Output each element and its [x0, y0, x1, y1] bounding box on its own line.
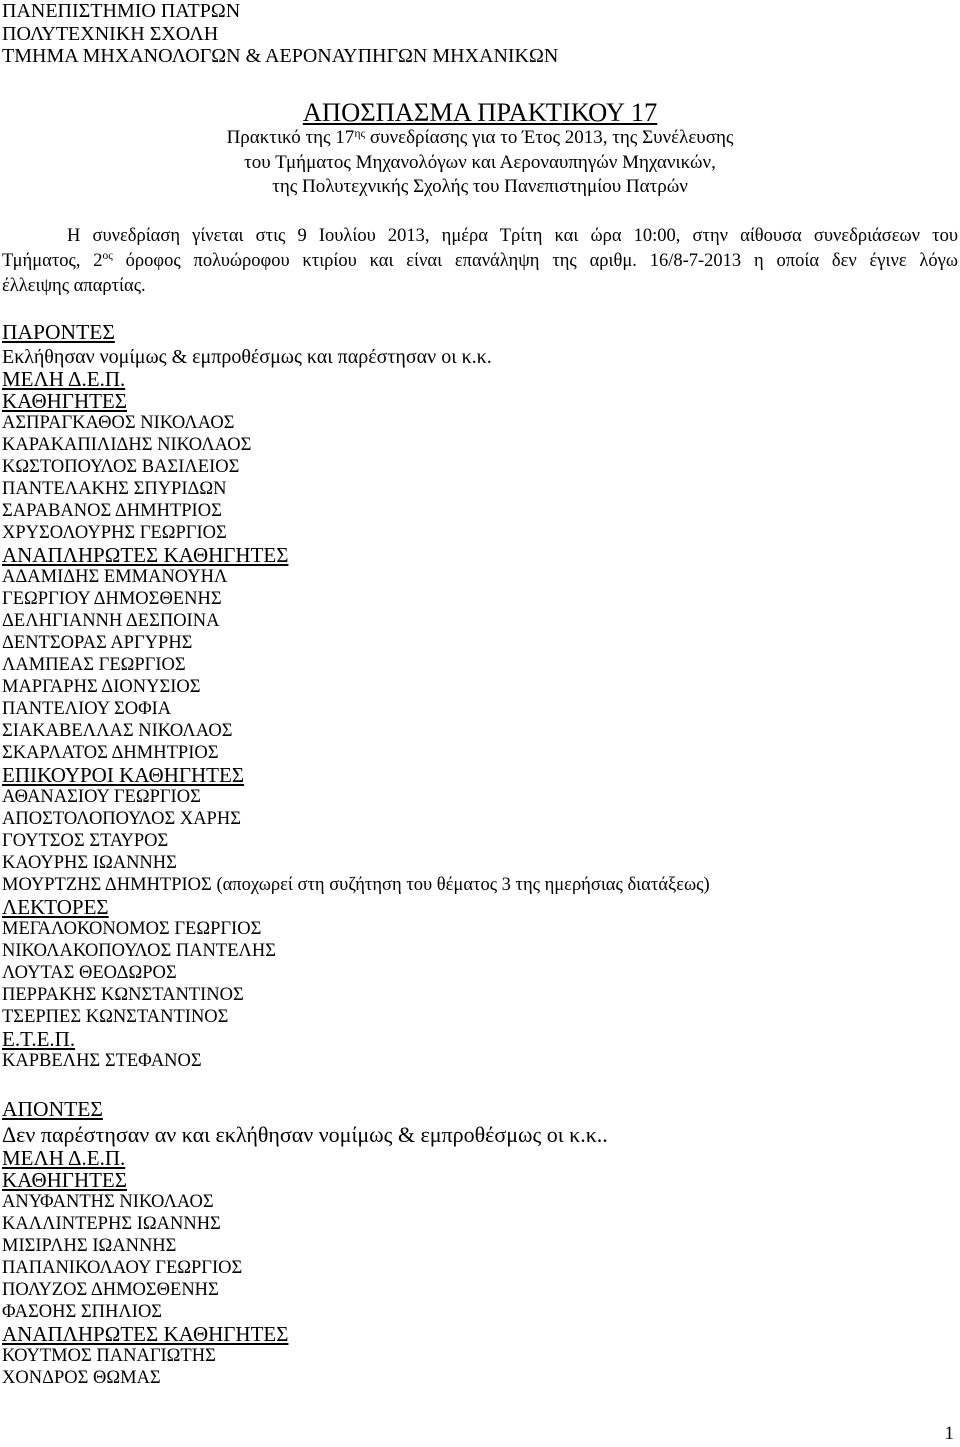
member-name: ΝΙΚΟΛΑΚΟΠΟΥΛΟΣ ΠΑΝΤΕΛΗΣ	[2, 941, 277, 961]
member-name: ΚΩΣΤΟΠΟΥΛΟΣ ΒΑΣΙΛΕΙΟΣ	[2, 457, 240, 477]
university-name: ΠΑΝΕΠΙΣΤΗΜΙΟ ΠΑΤΡΩΝ	[2, 0, 241, 22]
list-item	[2, 1279, 958, 1301]
list-item	[2, 742, 958, 764]
document-page	[2, 0, 958, 1389]
member-name: ΠΑΝΤΕΛΑΚΗΣ ΣΠΥΡΙΔΩΝ	[2, 479, 227, 499]
list-item	[2, 940, 958, 962]
member-name: ΠΟΛΥΖΟΣ ΔΗΜΟΣΘΕΝΗΣ	[2, 1280, 219, 1300]
member-name: ΔΕΝΤΣΟΡΑΣ ΑΡΓΥΡΗΣ	[2, 633, 193, 653]
school-name: ΠΟΛΥΤΕΧΝΙΚΗ ΣΧΟΛΗ	[2, 22, 219, 45]
member-name: ΧΟΝΔΡΟΣ ΘΩΜΑΣ	[2, 1368, 161, 1388]
department-name: ΤΜΗΜΑ ΜΗΧΑΝΟΛΟΓΩΝ & ΑΕΡΟΝΑΥΠΗΓΩΝ ΜΗΧΑΝΙΚΩΝ	[2, 45, 559, 67]
list-item	[2, 654, 958, 676]
category-heading: ΜΕΛΗ Δ.Ε.Π.	[2, 367, 126, 391]
list-item	[2, 808, 958, 830]
list-item	[2, 1006, 958, 1028]
present-section	[2, 321, 958, 1072]
absent-heading: ΑΠΟΝΤΕΣ	[2, 1097, 103, 1121]
member-name: ΣΚΑΡΛΑΤΟΣ ΔΗΜΗΤΡΙΟΣ	[2, 743, 219, 763]
list-item	[2, 566, 958, 588]
member-name: ΜΑΡΓΑΡΗΣ ΔΙΟΝΥΣΙΟΣ	[2, 677, 201, 697]
paragraph-line	[2, 249, 958, 274]
absent-list	[2, 1147, 958, 1389]
subtitle-line: της Πολυτεχνικής Σχολής του Πανεπιστημίου Πατρών	[272, 176, 688, 197]
rank-heading: ΛΕΚΤΟΡΕΣ	[2, 895, 109, 919]
paragraph-line: έλλειψης απαρτίας.	[2, 275, 146, 296]
member-name: ΣΙΑΚΑΒΕΛΛΑΣ ΝΙΚΟΛΑΟΣ	[2, 721, 233, 741]
list-item	[2, 610, 958, 632]
member-name: ΦΑΣΟΗΣ ΣΠΗΛΙΟΣ	[2, 1302, 163, 1322]
member-name: ΚΑΟΥΡΗΣ ΙΩΑΝΝΗΣ	[2, 853, 177, 873]
present-heading: ΠΑΡΟΝΤΕΣ	[2, 320, 115, 344]
list-item	[2, 874, 958, 896]
member-name: ΛΟΥΤΑΣ ΘΕΟΔΩΡΟΣ	[2, 963, 177, 983]
member-name: ΛΑΜΠΕΑΣ ΓΕΩΡΓΙΟΣ	[2, 655, 186, 675]
superscript: ος	[102, 250, 113, 263]
subtitle-text: Πρακτικό της 17	[226, 127, 355, 148]
list-item	[2, 1257, 958, 1279]
list-item	[2, 962, 958, 984]
list-item	[2, 1301, 958, 1323]
member-name: ΜΙΣΙΡΛΗΣ ΙΩΑΝΝΗΣ	[2, 1236, 177, 1256]
member-name: ΔΕΛΗΓΙΑΝΝΗ ΔΕΣΠΟΙΝΑ	[2, 611, 220, 631]
category-heading: Ε.Τ.Ε.Π.	[2, 1027, 76, 1051]
absent-statement: Δεν παρέστησαν αν και εκλήθησαν νομίμως & εμπροθέσμως οι κ.κ..	[2, 1122, 608, 1147]
member-name: ΑΠΟΣΤΟΛΟΠΟΥΛΟΣ ΧΑΡΗΣ	[2, 809, 241, 829]
superscript: ης	[354, 126, 366, 140]
member-name: ΑΝΥΦΑΝΤΗΣ ΝΙΚΟΛΑΟΣ	[2, 1192, 214, 1212]
member-name: ΧΡΥΣΟΛΟΥΡΗΣ ΓΕΩΡΓΙΟΣ	[2, 523, 227, 543]
category-heading: ΜΕΛΗ Δ.Ε.Π.	[2, 1146, 126, 1170]
document-title: ΑΠΟΣΠΑΣΜΑ ΠΡΑΚΤΙΚΟΥ 17	[302, 97, 658, 127]
list-item	[2, 478, 958, 500]
rank-heading: ΚΑΘΗΓΗΤΕΣ	[2, 1168, 127, 1192]
institution-header	[2, 0, 958, 68]
list-item	[2, 522, 958, 544]
list-item	[2, 456, 958, 478]
list-item	[2, 1235, 958, 1257]
member-name: ΑΔΑΜΙΔΗΣ ΕΜΜΑΝΟΥΗΛ	[2, 567, 228, 587]
present-statement: Εκλήθησαν νομίμως & εμπροθέσμως και παρέστησαν οι κ.κ.	[2, 346, 492, 368]
paragraph-line: Η συνεδρίαση γίνεται στις 9 Ιουλίου 2013, ημέρα Τρίτη και ώρα 10:00, στην αίθουσα συνεδριάσεων του	[67, 225, 958, 246]
list-item	[2, 1050, 958, 1072]
absent-section	[2, 1097, 958, 1389]
member-name: ΚΑΡΑΚΑΠΙΛΙΔΗΣ ΝΙΚΟΛΑΟΣ	[2, 435, 252, 455]
subtitle-text: συνεδρίασης για το Έτος 2013, της Συνέλευσης	[365, 127, 734, 148]
list-item	[2, 676, 958, 698]
member-name: ΣΑΡΑΒΑΝΟΣ ΔΗΜΗΤΡΙΟΣ	[2, 501, 222, 521]
present-list	[2, 368, 958, 1072]
rank-heading: ΑΝΑΠΛΗΡΩΤΕΣ ΚΑΘΗΓΗΤΕΣ	[2, 543, 289, 567]
document-subtitle	[2, 126, 958, 200]
member-name: ΤΣΕΡΠΕΣ ΚΩΝΣΤΑΝΤΙΝΟΣ	[2, 1007, 229, 1027]
member-name: ΜΕΓΑΛΟΚΟΝΟΜΟΣ ΓΕΩΡΓΙΟΣ	[2, 919, 262, 939]
list-item	[2, 918, 958, 940]
subtitle-line	[2, 126, 958, 151]
list-item	[2, 830, 958, 852]
member-name: ΜΟΥΡΤΖΗΣ ΔΗΜΗΤΡΙΟΣ	[2, 875, 212, 895]
member-name: ΚΑΡΒΕΛΗΣ ΣΤΕΦΑΝΟΣ	[2, 1051, 202, 1071]
member-name: ΠΑΝΤΕΛΙΟΥ ΣΟΦΙΑ	[2, 699, 172, 719]
list-item	[2, 1191, 958, 1213]
list-item	[2, 698, 958, 720]
list-item	[2, 786, 958, 808]
member-name: ΠΕΡΡΑΚΗΣ ΚΩΝΣΤΑΝΤΙΝΟΣ	[2, 985, 244, 1005]
list-item	[2, 434, 958, 456]
paragraph-text: όροφος πολυώροφου κτιρίου και είναι επανάληψη της αριθμ. 16/8-7-2013 η οποία δεν έγινε λόγω	[112, 250, 958, 271]
member-name: ΑΣΠΡΑΓΚΑΘΟΣ ΝΙΚΟΛΑΟΣ	[2, 413, 235, 433]
member-note: (αποχωρεί στη συζήτηση του θέματος 3 της ημερήσιας διατάξεως)	[216, 875, 710, 895]
member-name: ΓΕΩΡΓΙΟΥ ΔΗΜΟΣΘΕΝΗΣ	[2, 589, 222, 609]
list-item	[2, 632, 958, 654]
member-name: ΚΟΥΤΜΟΣ ΠΑΝΑΓΙΩΤΗΣ	[2, 1346, 216, 1366]
list-item	[2, 412, 958, 434]
rank-heading: ΕΠΙΚΟΥΡΟΙ ΚΑΘΗΓΗΤΕΣ	[2, 763, 245, 787]
list-item	[2, 1213, 958, 1235]
list-item	[2, 720, 958, 742]
paragraph-text: Τμήματος, 2	[2, 250, 103, 271]
list-item	[2, 984, 958, 1006]
subtitle-line: του Τμήματος Μηχανολόγων και Αεροναυπηγών Μηχανικών,	[244, 151, 716, 173]
rank-heading: ΚΑΘΗΓΗΤΕΣ	[2, 389, 127, 413]
intro-paragraph	[2, 224, 958, 299]
page-number: 1	[944, 1423, 954, 1444]
member-name: ΠΑΠΑΝΙΚΟΛΑΟΥ ΓΕΩΡΓΙΟΣ	[2, 1258, 243, 1278]
list-item	[2, 852, 958, 874]
list-item	[2, 588, 958, 610]
member-name: ΚΑΛΛΙΝΤΕΡΗΣ ΙΩΑΝΝΗΣ	[2, 1214, 221, 1234]
member-name: ΓΟΥΤΣΟΣ ΣΤΑΥΡΟΣ	[2, 831, 169, 851]
list-item	[2, 500, 958, 522]
member-name: ΑΘΑΝΑΣΙΟΥ ΓΕΩΡΓΙΟΣ	[2, 787, 201, 807]
rank-heading: ΑΝΑΠΛΗΡΩΤΕΣ ΚΑΘΗΓΗΤΕΣ	[2, 1322, 289, 1346]
list-item	[2, 1367, 958, 1389]
list-item	[2, 1345, 958, 1367]
